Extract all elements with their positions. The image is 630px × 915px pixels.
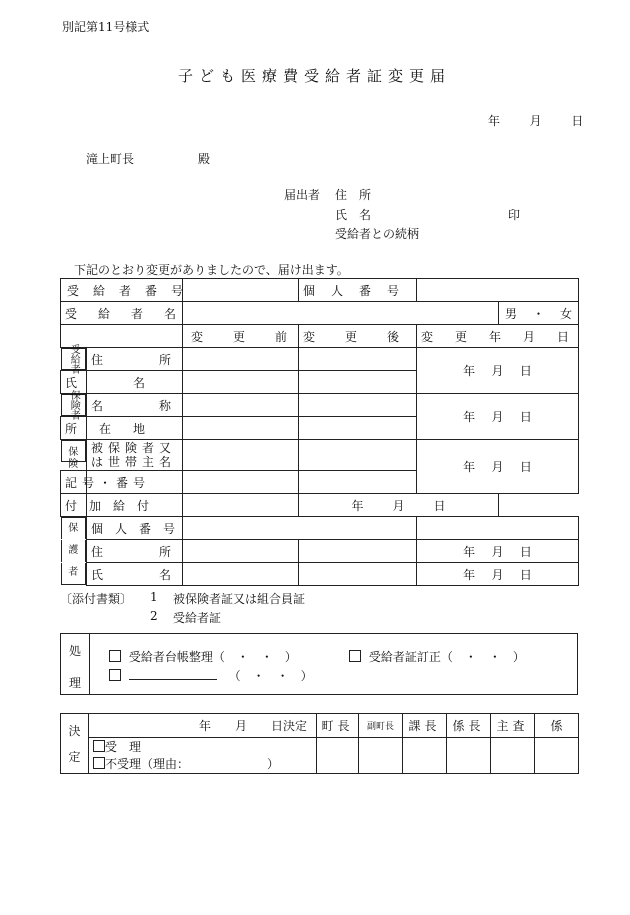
insurer-name-after[interactable] — [299, 394, 417, 417]
benefit-date-month: 月 — [392, 498, 405, 513]
row-insurer-name-label — [87, 394, 228, 417]
accept-text: 受 理 — [105, 739, 142, 754]
processing-other-row[interactable] — [109, 667, 313, 684]
group-guardian-char3: 者 — [61, 563, 87, 585]
decision-table — [60, 713, 579, 774]
header-after-text: 変更後 — [303, 329, 430, 344]
guardian-name-change-date[interactable] — [417, 563, 579, 586]
row-guardian-name-label — [87, 563, 228, 586]
insurer-date-year: 年 — [463, 410, 476, 424]
seal-deputy[interactable] — [359, 738, 403, 774]
benefit-date-year: 年 — [351, 498, 364, 513]
seal-chief-staff[interactable] — [491, 738, 535, 774]
attachment-2-text: 受給者証 — [173, 611, 222, 625]
benefit-change-date[interactable] — [299, 494, 499, 517]
applicant-label: 届出者 — [284, 188, 321, 202]
approver-staff — [535, 714, 579, 738]
additional-benefit-after[interactable] — [183, 494, 299, 517]
decision-options — [89, 738, 317, 774]
other-blank-line[interactable] — [129, 669, 217, 680]
row-insurer-name-text: 名称 — [91, 398, 228, 413]
other-text: （ ・ ・ ） — [228, 669, 313, 683]
row-additional-benefit-text: 付加給付 — [65, 498, 162, 513]
recipient-date-month: 月 — [491, 364, 504, 378]
personal-number-text: 個人番号 — [303, 283, 416, 298]
insured-date-year: 年 — [463, 460, 476, 474]
processing-box — [60, 633, 578, 695]
guardian-address-date-day: 日 — [519, 544, 532, 559]
approver-deputy-text: 副町長 — [366, 722, 394, 732]
attachments-label: 〔添付書類〕 — [60, 592, 133, 606]
correction-checkbox[interactable] — [349, 650, 361, 662]
approver-chief-staff-text: 主査 — [496, 719, 529, 733]
ledger-text: 受給者台帳整理（ ・ ・ ） — [128, 650, 297, 664]
accept-row[interactable] — [93, 739, 312, 756]
guardian-address-date-year: 年 — [463, 544, 476, 559]
decision-label — [61, 714, 89, 774]
decision-label-bottom: 定 — [68, 749, 81, 764]
insured-head-before[interactable] — [183, 440, 299, 471]
gender-cell[interactable] — [499, 302, 579, 325]
header-change-date-text: 変更年月日 — [421, 329, 592, 344]
guardian-personal-number-value[interactable] — [183, 517, 417, 540]
seal-mayor[interactable] — [317, 738, 359, 774]
reject-row[interactable] — [93, 756, 312, 773]
group-insurer-text: 保険者 — [68, 390, 80, 420]
date-year: 年 — [488, 114, 501, 128]
approver-subsection-chief-text: 係長 — [452, 719, 485, 733]
group-insurance-char1: 保 — [68, 447, 79, 458]
header-after — [299, 325, 430, 348]
row-additional-benefit-label — [61, 494, 162, 517]
recipient-number-value[interactable] — [183, 279, 299, 302]
personal-number-value[interactable] — [417, 279, 579, 302]
approver-staff-text: 係 — [550, 719, 563, 733]
recipient-change-date[interactable] — [417, 348, 579, 394]
approver-chief-staff — [491, 714, 535, 738]
applicant-relation-label: 受給者との続柄 — [335, 227, 420, 241]
recipient-date-day: 日 — [519, 364, 532, 378]
gender-male[interactable]: 男 — [505, 306, 518, 321]
header-before-text: 変更前 — [191, 329, 318, 344]
row-insured-head-line1: 被保険者又 — [91, 441, 177, 455]
row-insurer-location-label — [61, 417, 168, 440]
processing-label-col — [61, 634, 90, 694]
row-name-text: 氏名 — [65, 375, 202, 390]
insured-head-after[interactable] — [299, 440, 417, 471]
reject-checkbox[interactable] — [93, 757, 105, 769]
decision-label-top: 決 — [68, 723, 81, 738]
applicant-address-label: 住 所 — [335, 188, 372, 202]
date-month: 月 — [529, 114, 542, 128]
benefit-date-day: 日 — [433, 498, 446, 513]
other-checkbox[interactable] — [109, 669, 121, 681]
guardian-name-date-month: 月 — [491, 567, 504, 582]
insured-change-date[interactable] — [417, 440, 579, 494]
row-symbol-number-text: 記号・番号 — [65, 475, 151, 490]
recipient-number-label — [61, 279, 198, 302]
processing-correction-row[interactable] — [349, 648, 525, 665]
processing-ledger-row[interactable] — [109, 648, 297, 665]
attachment-1-text: 被保険者証又は組合員証 — [173, 592, 306, 606]
row-guardian-name-text: 氏名 — [91, 567, 228, 582]
row-insurer-location-text: 所在地 — [65, 421, 168, 436]
seal-staff[interactable] — [535, 738, 579, 774]
row-address-text: 住所 — [91, 352, 228, 367]
row-guardian-address-label — [87, 540, 228, 563]
insurer-date-day: 日 — [519, 410, 532, 424]
approver-section-chief — [403, 714, 447, 738]
group-guardian-char1: 保 — [61, 517, 87, 539]
accept-checkbox[interactable] — [93, 740, 105, 752]
approver-mayor — [317, 714, 359, 738]
personal-number-label — [299, 279, 417, 302]
date-day: 日 — [571, 114, 584, 128]
insured-date-day: 日 — [519, 460, 532, 474]
header-change-date — [417, 325, 592, 348]
row-insured-head-label — [87, 440, 183, 471]
form-number: 別記第11号様式 — [62, 20, 150, 34]
seal-mark: 印 — [508, 208, 521, 222]
processing-label-bottom: 理 — [69, 676, 82, 690]
guardian-address-date-month: 月 — [491, 544, 504, 559]
approver-subsection-chief — [447, 714, 491, 738]
gender-female[interactable]: 女 — [559, 306, 572, 321]
correction-text: 受給者証訂正（ ・ ・ ） — [368, 650, 525, 664]
recipient-name-label — [61, 302, 198, 325]
recipient-date-year: 年 — [463, 364, 476, 378]
date-line — [488, 112, 583, 129]
seal-subsection-chief[interactable] — [447, 738, 491, 774]
approver-section-chief-text: 課長 — [408, 719, 441, 733]
group-recipient — [61, 344, 87, 374]
insurer-change-date[interactable] — [417, 394, 579, 440]
recipient-number-text: 受給者番号 — [67, 283, 198, 298]
insured-date-month: 月 — [491, 460, 504, 474]
guardian-name-after[interactable] — [299, 563, 417, 586]
row-guardian-personal-number-label — [87, 517, 188, 540]
guardian-name-date-day: 日 — [519, 567, 532, 582]
header-before — [183, 325, 318, 348]
addressee-honorific: 殿 — [198, 152, 211, 166]
symbol-number-after[interactable] — [183, 471, 299, 494]
row-guardian-personal-number-text: 個人番号 — [91, 521, 188, 536]
decision-date-text: 年 月 日決定 — [199, 719, 308, 733]
insurer-date-month: 月 — [491, 410, 504, 424]
addressee-name: 滝上町長 — [86, 152, 135, 166]
guardian-address-after[interactable] — [299, 540, 417, 563]
guardian-address-change-date[interactable] — [417, 540, 579, 563]
group-guardian-char2: 護 — [61, 540, 87, 562]
row-guardian-address-text: 住所 — [91, 544, 228, 559]
recipient-name-text: 受給者名 — [65, 306, 198, 321]
intro-text: 下記のとおり変更がありましたので、届け出ます。 — [74, 263, 349, 277]
guardian-personal-number-blank — [417, 517, 579, 540]
approver-deputy — [359, 714, 403, 738]
insurer-location-after[interactable] — [183, 417, 299, 440]
attachment-1-num: 1 — [150, 590, 158, 604]
processing-label-top: 処 — [69, 644, 82, 658]
ledger-checkbox[interactable] — [109, 650, 121, 662]
gender-dot: ・ — [532, 306, 545, 321]
row-address-label — [87, 348, 228, 371]
change-table — [60, 278, 592, 586]
approver-mayor-text: 町長 — [321, 719, 354, 733]
group-insurer — [61, 390, 87, 420]
reject-text: 不受理（理由： ） — [105, 756, 280, 771]
group-insurance — [61, 440, 87, 470]
recipient-name-value[interactable] — [183, 302, 499, 325]
attachment-2-num: 2 — [150, 609, 158, 623]
row-symbol-number-label — [61, 471, 151, 494]
group-recipient-text: 受給者 — [68, 344, 80, 374]
guardian-name-date-year: 年 — [463, 567, 476, 582]
applicant-name-label: 氏 名 — [335, 208, 372, 222]
decision-date[interactable] — [89, 714, 317, 738]
page-title: 子ども医療費受給者証変更届 — [178, 67, 452, 85]
group-insurance-char2: 険 — [68, 459, 79, 470]
seal-section-chief[interactable] — [403, 738, 447, 774]
row-insured-head-line2: は世帯主名 — [91, 455, 177, 469]
recipient-address-after[interactable] — [299, 348, 417, 371]
